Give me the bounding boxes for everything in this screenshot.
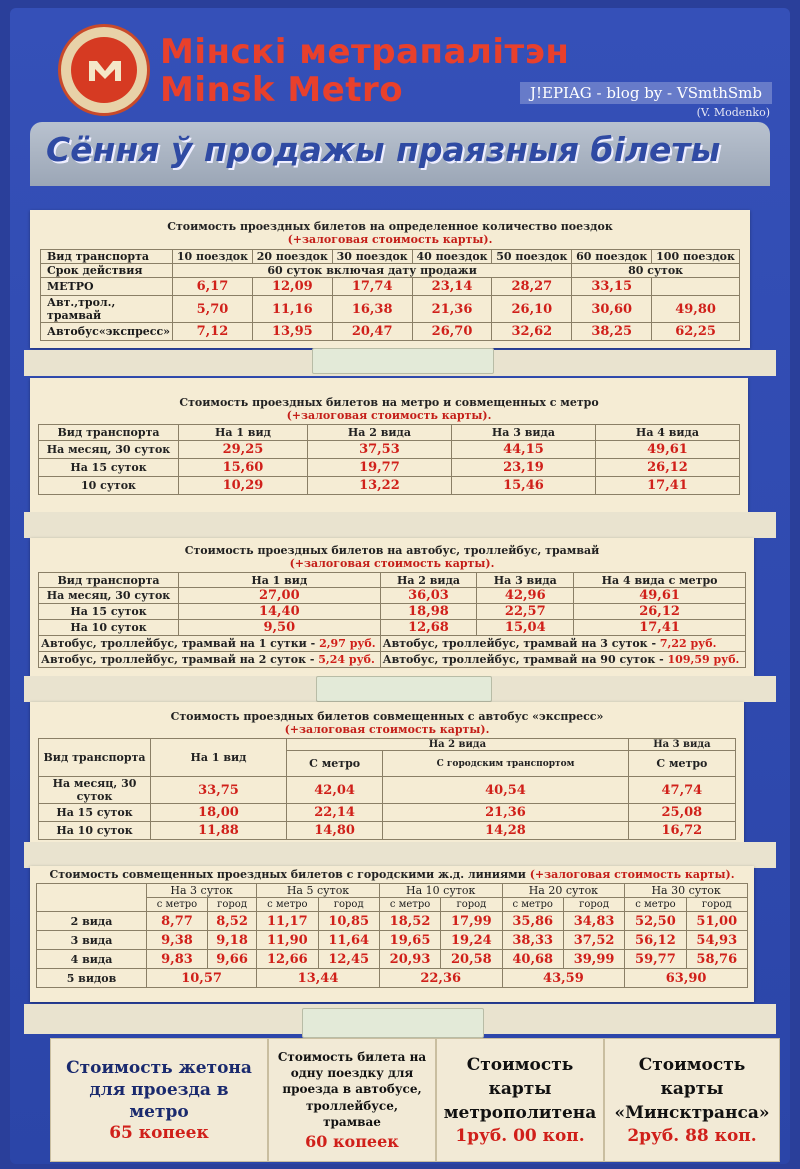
price-cell: 38,25 bbox=[572, 323, 652, 341]
price-cell: 54,93 bbox=[686, 931, 747, 950]
sub-header: город bbox=[563, 898, 624, 912]
price-cell: 18,00 bbox=[151, 804, 287, 822]
price-cell: 9,66 bbox=[207, 950, 256, 969]
price-cell: 47,74 bbox=[628, 777, 735, 804]
price-cell: 59,77 bbox=[625, 950, 686, 969]
row-label: МЕТРО bbox=[41, 278, 173, 296]
panel-subtitle: (+залоговая стоимость карты). bbox=[286, 409, 492, 422]
banner-title: Сёння ў продажы праязныя білеты bbox=[46, 130, 721, 169]
clip bbox=[316, 676, 492, 702]
price-cell: 16,38 bbox=[332, 296, 412, 323]
row-label: 3 вида bbox=[37, 931, 147, 950]
panel-rail bbox=[30, 866, 754, 1002]
sub-header: С метро bbox=[287, 751, 383, 777]
price-cell: 9,50 bbox=[179, 620, 381, 636]
note-text: Автобус, троллейбус, трамвай на 3 суток - bbox=[382, 637, 657, 650]
panel-trips bbox=[30, 210, 750, 348]
price-cell: 11,64 bbox=[318, 931, 379, 950]
price-cell: 36,03 bbox=[380, 588, 477, 604]
sub-header: город bbox=[686, 898, 747, 912]
col-header: На 3 вида bbox=[477, 573, 574, 588]
panel-express bbox=[30, 702, 744, 842]
price-cell: 22,36 bbox=[379, 969, 502, 988]
row-label: Авт.,трол., трамвай bbox=[41, 296, 173, 323]
note-cell bbox=[39, 636, 381, 652]
col-header: На 3 вида bbox=[451, 425, 595, 441]
panel-title: Стоимость проездных билетов на автобус, троллейбус, трамвай bbox=[184, 544, 600, 557]
price-cell bbox=[652, 278, 740, 296]
ticket-text: Стоимость билета на одну поездку для проезда в автобусе, троллейбусе, трамвае bbox=[277, 1050, 427, 1129]
price-cell: 17,74 bbox=[332, 278, 412, 296]
price-cell: 5,70 bbox=[173, 296, 253, 323]
row-label: На месяц, 30 суток bbox=[39, 588, 179, 604]
panel-subtitle: (+залоговая стоимость карты). bbox=[289, 557, 495, 570]
price-table-ground bbox=[38, 572, 746, 668]
price-cell: 11,16 bbox=[252, 296, 332, 323]
panel-subtitle: (+залоговая стоимость карты). bbox=[284, 723, 490, 736]
price-cell: 34,83 bbox=[563, 912, 624, 931]
row-label: На 10 суток bbox=[39, 620, 179, 636]
price-cell: 8,52 bbox=[207, 912, 256, 931]
price-table-express bbox=[38, 738, 736, 840]
price-cell: 58,76 bbox=[686, 950, 747, 969]
validity-60: 60 суток включая дату продажи bbox=[173, 264, 572, 278]
sub-header: город bbox=[318, 898, 379, 912]
note-text: Автобус, троллейбус, трамвай на 2 суток - bbox=[41, 653, 315, 666]
price-cell: 10,29 bbox=[179, 477, 308, 495]
row-label: На месяц, 30 суток bbox=[39, 777, 151, 804]
col-trips: 50 поездок bbox=[492, 250, 572, 264]
price-cell: 9,18 bbox=[207, 931, 256, 950]
price-cell: 20,58 bbox=[441, 950, 502, 969]
price-cell: 32,62 bbox=[492, 323, 572, 341]
panel-subtitle: (+залоговая стоимость карты). bbox=[529, 868, 735, 881]
price-cell: 35,86 bbox=[502, 912, 563, 931]
metro-card bbox=[436, 1038, 604, 1162]
sub-header: с метро bbox=[379, 898, 440, 912]
note-cell bbox=[39, 652, 381, 668]
col-header: На 2 вида bbox=[380, 573, 477, 588]
price-cell: 14,28 bbox=[383, 822, 628, 840]
row-label: 4 вида bbox=[37, 950, 147, 969]
note-text: Автобус, троллейбус, трамвай на 1 сутки - bbox=[41, 637, 316, 650]
header bbox=[10, 10, 790, 122]
price-cell: 29,25 bbox=[179, 441, 308, 459]
metro-card-price: 1руб. 00 коп. bbox=[455, 1125, 585, 1146]
price-cell: 51,00 bbox=[686, 912, 747, 931]
price-cell: 18,98 bbox=[380, 604, 477, 620]
col-header: На 2 вида bbox=[287, 739, 629, 751]
token-card bbox=[50, 1038, 268, 1162]
corner-cell bbox=[37, 884, 147, 912]
note-price: 7,22 руб. bbox=[659, 637, 717, 650]
price-cell: 12,09 bbox=[252, 278, 332, 296]
price-cell: 9,38 bbox=[147, 931, 208, 950]
col-header: На 1 вид bbox=[151, 739, 287, 777]
col-header: На 4 вида bbox=[595, 425, 739, 441]
period-header: На 3 суток bbox=[147, 884, 257, 898]
price-cell: 13,95 bbox=[252, 323, 332, 341]
price-cell: 63,90 bbox=[625, 969, 748, 988]
col-header: Вид транспорта bbox=[41, 250, 173, 264]
sub-header: С городским транспортом bbox=[383, 751, 628, 777]
panel-title: Стоимость проездных билетов совмещенных с автобус «экспресс» bbox=[170, 710, 604, 723]
rail bbox=[24, 842, 776, 868]
price-cell: 19,65 bbox=[379, 931, 440, 950]
price-cell: 19,24 bbox=[441, 931, 502, 950]
col-trips: 30 поездок bbox=[332, 250, 412, 264]
row-label: На месяц, 30 суток bbox=[39, 441, 179, 459]
price-cell: 15,60 bbox=[179, 459, 308, 477]
col-header: Вид транспорта bbox=[39, 573, 179, 588]
price-cell: 15,46 bbox=[451, 477, 595, 495]
price-cell: 23,14 bbox=[412, 278, 492, 296]
note-cell bbox=[380, 636, 745, 652]
col-trips: 20 поездок bbox=[252, 250, 332, 264]
price-cell: 33,15 bbox=[572, 278, 652, 296]
panel-ground bbox=[30, 538, 754, 676]
price-cell: 30,60 bbox=[572, 296, 652, 323]
col-header: На 1 вид bbox=[179, 573, 381, 588]
col-trips: 60 поездок bbox=[572, 250, 652, 264]
panel-subtitle: (+залоговая стоимость карты). bbox=[287, 233, 493, 246]
ticket-card bbox=[268, 1038, 436, 1162]
price-cell: 43,59 bbox=[502, 969, 625, 988]
col-trips: 100 поездок bbox=[652, 250, 740, 264]
rail bbox=[24, 512, 776, 538]
price-cell: 13,44 bbox=[257, 969, 380, 988]
note-cell bbox=[380, 652, 745, 668]
row-label: На 15 суток bbox=[39, 604, 179, 620]
banner bbox=[30, 122, 770, 186]
col-header: На 4 вида с метро bbox=[574, 573, 746, 588]
price-table-trips bbox=[40, 249, 740, 341]
validity-label: Срок действия bbox=[41, 264, 173, 278]
col-trips: 10 поездок bbox=[173, 250, 253, 264]
row-label: 2 вида bbox=[37, 912, 147, 931]
price-cell: 21,36 bbox=[412, 296, 492, 323]
blog-credit: J!EPIAG - blog by - VSmthSmb bbox=[520, 82, 772, 104]
minsktrans-card-text: Стоимость карты «Минсктранса» bbox=[614, 1055, 770, 1123]
price-table-rail bbox=[36, 883, 748, 988]
price-table-metro bbox=[38, 424, 740, 495]
price-cell: 20,47 bbox=[332, 323, 412, 341]
validity-80: 80 суток bbox=[572, 264, 740, 278]
price-cell: 14,80 bbox=[287, 822, 383, 840]
price-cell: 17,41 bbox=[574, 620, 746, 636]
price-cell: 33,75 bbox=[151, 777, 287, 804]
clip bbox=[302, 1008, 484, 1038]
price-cell: 12,66 bbox=[257, 950, 318, 969]
price-cell: 18,52 bbox=[379, 912, 440, 931]
sub-header: с метро bbox=[147, 898, 208, 912]
price-cell: 42,04 bbox=[287, 777, 383, 804]
price-cell: 8,77 bbox=[147, 912, 208, 931]
note-price: 109,59 руб. bbox=[667, 653, 740, 666]
sub-header: город bbox=[207, 898, 256, 912]
row-label: 10 суток bbox=[39, 477, 179, 495]
token-text: Стоимость жетона для проезда в метро bbox=[66, 1057, 252, 1123]
price-cell: 26,12 bbox=[574, 604, 746, 620]
price-cell: 27,00 bbox=[179, 588, 381, 604]
price-cell: 22,14 bbox=[287, 804, 383, 822]
price-cell: 14,40 bbox=[179, 604, 381, 620]
col-header: На 1 вид bbox=[179, 425, 308, 441]
panel-title bbox=[36, 868, 748, 881]
price-cell: 10,57 bbox=[147, 969, 257, 988]
price-cell: 49,80 bbox=[652, 296, 740, 323]
note-text: Автобус, троллейбус, трамвай на 90 суток - bbox=[382, 653, 664, 666]
price-cell: 12,45 bbox=[318, 950, 379, 969]
price-cell: 44,15 bbox=[451, 441, 595, 459]
col-header: На 2 вида bbox=[307, 425, 451, 441]
col-header: На 3 вида bbox=[628, 739, 735, 751]
price-cell: 37,52 bbox=[563, 931, 624, 950]
price-cell: 26,70 bbox=[412, 323, 492, 341]
price-cell: 6,17 bbox=[173, 278, 253, 296]
price-cell: 11,90 bbox=[257, 931, 318, 950]
metro-card-text: Стоимость карты метрополитена bbox=[443, 1055, 597, 1123]
price-cell: 52,50 bbox=[625, 912, 686, 931]
price-cell: 26,10 bbox=[492, 296, 572, 323]
price-cell: 22,57 bbox=[477, 604, 574, 620]
sub-header: город bbox=[441, 898, 502, 912]
panel-title: Стоимость проездных билетов на определенное количество поездок bbox=[167, 220, 613, 233]
panel-metro bbox=[30, 378, 748, 512]
price-cell: 23,19 bbox=[451, 459, 595, 477]
price-cell: 12,68 bbox=[380, 620, 477, 636]
period-header: На 30 суток bbox=[625, 884, 748, 898]
price-cell: 7,12 bbox=[173, 323, 253, 341]
price-cell: 62,25 bbox=[652, 323, 740, 341]
period-header: На 20 суток bbox=[502, 884, 625, 898]
note-price: 2,97 руб. bbox=[319, 637, 376, 650]
price-cell: 28,27 bbox=[492, 278, 572, 296]
price-cell: 49,61 bbox=[574, 588, 746, 604]
price-cell: 21,36 bbox=[383, 804, 628, 822]
price-cell: 15,04 bbox=[477, 620, 574, 636]
price-cell: 40,68 bbox=[502, 950, 563, 969]
price-cell: 39,99 bbox=[563, 950, 624, 969]
brand-title-by: Мінскі метрапалітэн bbox=[160, 32, 570, 72]
sub-header: с метро bbox=[257, 898, 318, 912]
ticket-price: 60 копеек bbox=[305, 1131, 399, 1151]
clip bbox=[312, 348, 494, 374]
minsktrans-card-price: 2руб. 88 коп. bbox=[627, 1125, 757, 1146]
sub-header: С метро bbox=[628, 751, 735, 777]
note-price: 5,24 руб. bbox=[318, 653, 375, 666]
token-price: 65 копеек bbox=[109, 1123, 209, 1144]
price-cell: 37,53 bbox=[307, 441, 451, 459]
sub-header: с метро bbox=[502, 898, 563, 912]
price-cell: 38,33 bbox=[502, 931, 563, 950]
price-cell: 26,12 bbox=[595, 459, 739, 477]
brand-title-en: Minsk Metro bbox=[160, 70, 404, 110]
panel-title-text: Стоимость совмещенных проездных билетов с городскими ж.д. линиями bbox=[49, 868, 526, 881]
price-cell: 10,85 bbox=[318, 912, 379, 931]
price-cell: 25,08 bbox=[628, 804, 735, 822]
row-label: 5 видов bbox=[37, 969, 147, 988]
price-cell: 17,41 bbox=[595, 477, 739, 495]
row-label: На 10 суток bbox=[39, 822, 151, 840]
row-label: На 15 суток bbox=[39, 459, 179, 477]
price-cell: 11,88 bbox=[151, 822, 287, 840]
price-cell: 42,96 bbox=[477, 588, 574, 604]
panel-title: Стоимость проездных билетов на метро и совмещенных с метро bbox=[179, 396, 599, 409]
credit-author: (V. Modenko) bbox=[696, 106, 770, 119]
metro-logo-icon bbox=[58, 24, 150, 116]
price-cell: 20,93 bbox=[379, 950, 440, 969]
price-cell: 49,61 bbox=[595, 441, 739, 459]
price-cell: 16,72 bbox=[628, 822, 735, 840]
price-cell: 40,54 bbox=[383, 777, 628, 804]
price-cell: 9,83 bbox=[147, 950, 208, 969]
row-label: На 15 суток bbox=[39, 804, 151, 822]
price-cell: 13,22 bbox=[307, 477, 451, 495]
row-label: Автобус«экспресс» bbox=[41, 323, 173, 341]
col-header: Вид транспорта bbox=[39, 425, 179, 441]
period-header: На 10 суток bbox=[379, 884, 502, 898]
period-header: На 5 суток bbox=[257, 884, 380, 898]
col-header: Вид транспорта bbox=[39, 739, 151, 777]
price-cell: 19,77 bbox=[307, 459, 451, 477]
price-cell: 56,12 bbox=[625, 931, 686, 950]
price-cell: 17,99 bbox=[441, 912, 502, 931]
price-cell: 11,17 bbox=[257, 912, 318, 931]
minsktrans-card bbox=[604, 1038, 780, 1162]
sub-header: с метро bbox=[625, 898, 686, 912]
col-trips: 40 поездок bbox=[412, 250, 492, 264]
